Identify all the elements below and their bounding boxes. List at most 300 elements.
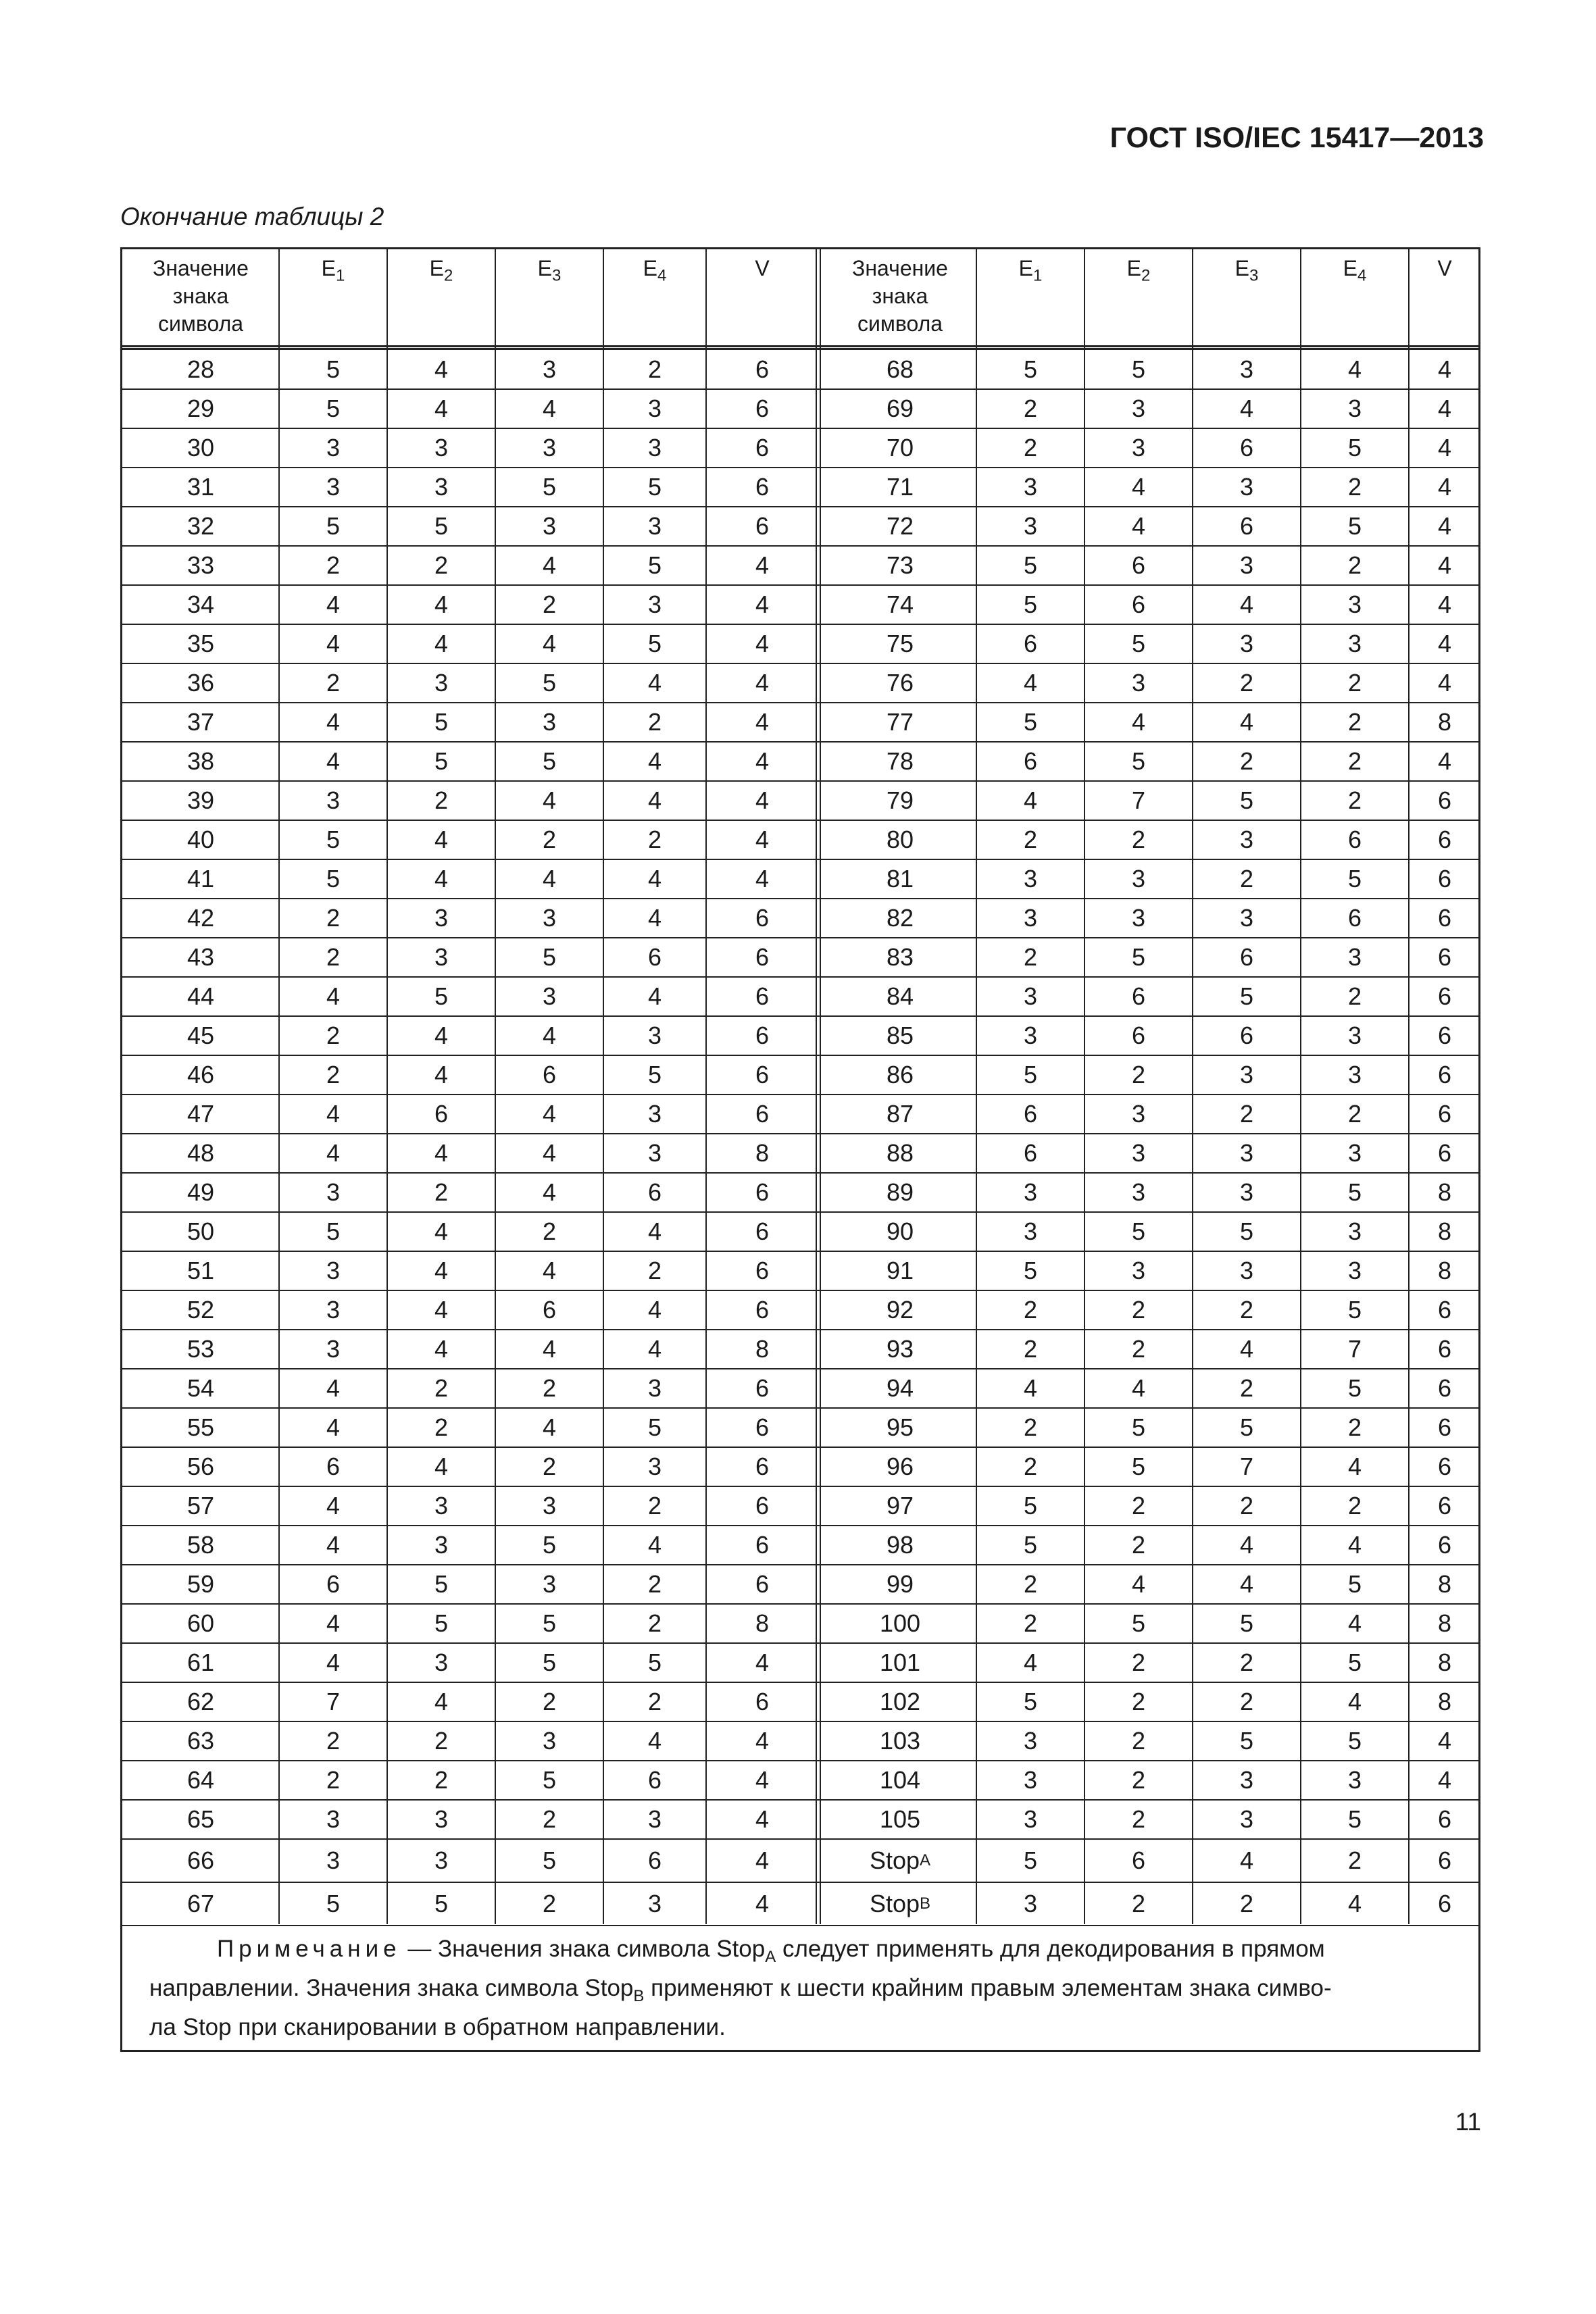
table-row — [122, 1683, 1478, 1722]
column-divider — [705, 249, 707, 1924]
table-cell: 4 — [1437, 590, 1452, 618]
table-cell: 2 — [1131, 1890, 1146, 1917]
table-cell: 2 — [1131, 1061, 1146, 1088]
table-cell: 6 — [755, 434, 770, 461]
table-cell: 6 — [1437, 1335, 1452, 1363]
table-cell: 4 — [755, 747, 770, 775]
table-cell: 2 — [542, 1453, 557, 1480]
table-cell: 3 — [1347, 1257, 1362, 1284]
symbol-value-cell: 34 — [186, 590, 215, 618]
table-cell: 5 — [542, 1609, 557, 1637]
table-row — [122, 1840, 1478, 1883]
header-e4: $E_4$ — [1343, 256, 1367, 285]
symbol-value-cell: 33 — [186, 551, 215, 579]
table-cell: 6 — [1437, 1374, 1452, 1402]
table-cell: 5 — [1023, 1257, 1038, 1284]
table-cell: 5 — [647, 1413, 662, 1441]
table-cell: 3 — [1131, 1257, 1146, 1284]
table-cell: 2 — [1239, 669, 1254, 697]
table-cell: 4 — [434, 1257, 449, 1284]
table-cell: 5 — [1239, 1727, 1254, 1755]
symbol-value-cell: 28 — [186, 355, 215, 383]
table-cell: 3 — [1347, 590, 1362, 618]
table-cell: 6 — [755, 1492, 770, 1519]
table-cell: 4 — [326, 1374, 341, 1402]
column-divider — [1408, 249, 1410, 1924]
table-cell: 3 — [1023, 473, 1038, 501]
table-cell: 3 — [1023, 1805, 1038, 1833]
table-cell: 3 — [1239, 630, 1254, 657]
table-row — [122, 938, 1478, 978]
table-cell: 4 — [326, 747, 341, 775]
table-cell: 4 — [1437, 630, 1452, 657]
table-cell: 3 — [647, 512, 662, 540]
table-cell: 4 — [542, 786, 557, 814]
table-cell: 3 — [1023, 512, 1038, 540]
table-row — [122, 1761, 1478, 1801]
table-cell: 4 — [1437, 551, 1452, 579]
header-e1: $E_1$ — [1018, 256, 1043, 285]
table-cell: 2 — [1239, 747, 1254, 775]
table-cell: 3 — [434, 904, 449, 932]
table-cell: 4 — [434, 1453, 449, 1480]
table-caption: Окончание таблицы 2 — [120, 203, 384, 230]
table-cell: 6 — [647, 943, 662, 971]
table-row — [122, 1369, 1478, 1409]
table-cell: 3 — [647, 395, 662, 422]
table-cell: 8 — [755, 1139, 770, 1167]
symbol-value-cell: 63 — [186, 1727, 215, 1755]
table-cell: 3 — [1023, 982, 1038, 1010]
table-cell: 3 — [1347, 395, 1362, 422]
table-row — [122, 1409, 1478, 1448]
symbol-value-cell: 31 — [186, 473, 215, 501]
header-symbol-value: Значение знака символа — [153, 256, 249, 336]
table-cell: 8 — [1437, 1609, 1452, 1637]
table-cell: 2 — [1347, 786, 1362, 814]
note-line-2a: направлении. Значения знака символа Stop — [149, 1975, 634, 2001]
table-cell: 5 — [1023, 1531, 1038, 1559]
table-cell: 6 — [1131, 982, 1146, 1010]
table-cell: 4 — [434, 1061, 449, 1088]
table-cell: 4 — [542, 1100, 557, 1128]
table-header — [122, 249, 1478, 347]
table-cell: 2 — [1347, 473, 1362, 501]
note-line-3: ла Stop при сканировании в обратном направлении. — [149, 2014, 726, 2040]
table-cell: 8 — [1437, 1257, 1452, 1284]
table-cell: 8 — [1437, 1649, 1452, 1676]
table-cell: 4 — [434, 826, 449, 853]
table-cell: 3 — [647, 1374, 662, 1402]
table-cell: 3 — [1131, 865, 1146, 892]
table-cell: 5 — [434, 747, 449, 775]
table-cell: 2 — [1347, 982, 1362, 1010]
symbol-value-cell: 74 — [886, 590, 914, 618]
table-cell: 3 — [1239, 1139, 1254, 1167]
table-cell: 3 — [647, 1890, 662, 1917]
symbol-value-cell: 59 — [186, 1570, 215, 1598]
table-cell: 2 — [1131, 1766, 1146, 1794]
symbol-value-cell: 52 — [186, 1296, 215, 1324]
table-cell: 5 — [434, 1570, 449, 1598]
header-e3: $E_3$ — [537, 256, 562, 285]
symbol-value-cell: 84 — [886, 982, 914, 1010]
header-v: V — [1437, 256, 1452, 280]
table-cell: 4 — [434, 1022, 449, 1049]
table-cell: 5 — [1239, 982, 1254, 1010]
symbol-value-cell: 104 — [879, 1766, 921, 1794]
table-cell: 2 — [1239, 1296, 1254, 1324]
table-cell: 5 — [1131, 1453, 1146, 1480]
table-cell: 4 — [755, 630, 770, 657]
table-cell: 4 — [1437, 747, 1452, 775]
table-cell: 4 — [326, 1649, 341, 1676]
table-cell: 4 — [1437, 473, 1452, 501]
table-cell: 6 — [1131, 1846, 1146, 1874]
table-cell: 4 — [1239, 1335, 1254, 1363]
table-cell: 2 — [1023, 1570, 1038, 1598]
table-cell: 3 — [326, 1805, 341, 1833]
symbol-value-cell: 45 — [186, 1022, 215, 1049]
symbol-value-cell: Stop A — [869, 1846, 931, 1874]
table-cell: 2 — [326, 1766, 341, 1794]
table-cell: 6 — [755, 1061, 770, 1088]
table-cell: 6 — [1239, 434, 1254, 461]
symbol-value-cell: 103 — [879, 1727, 921, 1755]
table-cell: 3 — [647, 1139, 662, 1167]
symbol-value-cell: 58 — [186, 1531, 215, 1559]
table-row — [122, 664, 1478, 703]
table-cell: 4 — [326, 1609, 341, 1637]
table-cell: 3 — [434, 1531, 449, 1559]
table-cell: 3 — [1023, 904, 1038, 932]
table-cell: 4 — [542, 1022, 557, 1049]
symbol-value-cell: 68 — [886, 355, 914, 383]
table-cell: 5 — [1023, 590, 1038, 618]
table-cell: 3 — [542, 355, 557, 383]
table-cell: 3 — [647, 590, 662, 618]
table-cell: 4 — [647, 786, 662, 814]
table-cell: 3 — [1347, 1061, 1362, 1088]
table-cell: 4 — [542, 1257, 557, 1284]
symbol-value-cell: 98 — [886, 1531, 914, 1559]
symbol-value-cell: Stop B — [869, 1890, 931, 1917]
symbol-value-cell: 102 — [879, 1688, 921, 1715]
table-cell: 6 — [1437, 943, 1452, 971]
table-cell: 2 — [434, 551, 449, 579]
symbol-value-cell: 92 — [886, 1296, 914, 1324]
table-cell: 4 — [1239, 590, 1254, 618]
table-cell: 2 — [1131, 1727, 1146, 1755]
note-dash: — — [401, 1936, 439, 1962]
table-cell: 8 — [1437, 1688, 1452, 1715]
symbol-value-cell: 90 — [886, 1217, 914, 1245]
table-cell: 3 — [1131, 1178, 1146, 1206]
table-cell: 4 — [1131, 1570, 1146, 1598]
table-cell: 4 — [647, 669, 662, 697]
symbol-value-cell: 37 — [186, 708, 215, 736]
table-cell: 4 — [755, 590, 770, 618]
table-cell: 5 — [326, 395, 341, 422]
symbol-value-cell: 94 — [886, 1374, 914, 1402]
table-cell: 5 — [434, 982, 449, 1010]
table-cell: 2 — [326, 943, 341, 971]
table-cell: 6 — [755, 1531, 770, 1559]
table-row — [122, 1330, 1478, 1369]
table-cell: 6 — [1437, 1492, 1452, 1519]
table-cell: 6 — [755, 473, 770, 501]
table-cell: 6 — [1437, 1890, 1452, 1917]
table-cell: 3 — [1131, 434, 1146, 461]
table-row — [122, 1565, 1478, 1605]
table-cell: 4 — [1347, 1453, 1362, 1480]
table-cell: 3 — [1347, 943, 1362, 971]
table-cell: 2 — [542, 1374, 557, 1402]
symbol-value-cell: 66 — [186, 1846, 215, 1874]
table-cell: 5 — [1239, 1609, 1254, 1637]
table-cell: 4 — [755, 786, 770, 814]
table-cell: 4 — [755, 1890, 770, 1917]
table-cell: 8 — [1437, 1570, 1452, 1598]
table-cell: 4 — [647, 1335, 662, 1363]
table-cell: 4 — [434, 1139, 449, 1167]
symbol-value-cell: 60 — [186, 1609, 215, 1637]
table-cell: 2 — [647, 1688, 662, 1715]
table-row — [122, 1526, 1478, 1565]
table-cell: 2 — [1131, 1805, 1146, 1833]
symbol-value-cell: 41 — [186, 865, 215, 892]
table-cell: 5 — [542, 1846, 557, 1874]
table-cell: 6 — [1347, 826, 1362, 853]
table-cell: 6 — [326, 1570, 341, 1598]
table-cell: 3 — [647, 1453, 662, 1480]
table-cell: 5 — [1131, 355, 1146, 383]
symbol-value-cell: 49 — [186, 1178, 215, 1206]
table-cell: 6 — [542, 1061, 557, 1088]
table-cell: 3 — [647, 1805, 662, 1833]
table-cell: 5 — [1131, 747, 1146, 775]
table-cell: 2 — [1023, 1609, 1038, 1637]
symbol-value-cell: 91 — [886, 1257, 914, 1284]
table-cell: 2 — [647, 708, 662, 736]
table-cell: 2 — [1239, 1688, 1254, 1715]
table-cell: 3 — [434, 434, 449, 461]
table-cell: 5 — [1347, 1727, 1362, 1755]
table-cell: 3 — [326, 473, 341, 501]
table-row — [122, 1883, 1478, 1926]
table-cell: 4 — [1437, 395, 1452, 422]
table-cell: 2 — [1239, 1492, 1254, 1519]
table-cell: 2 — [434, 786, 449, 814]
table-cell: 3 — [1239, 1805, 1254, 1833]
page-number: 11 — [1455, 2108, 1481, 2136]
symbol-value-cell: 47 — [186, 1100, 215, 1128]
table-cell: 4 — [1023, 669, 1038, 697]
symbol-value-cell: 62 — [186, 1688, 215, 1715]
table-cell: 2 — [326, 1022, 341, 1049]
table-cell: 7 — [1239, 1453, 1254, 1480]
symbol-value-cell: 96 — [886, 1453, 914, 1480]
table-cell: 6 — [755, 904, 770, 932]
table-cell: 2 — [647, 1257, 662, 1284]
table-cell: 2 — [542, 826, 557, 853]
table-row — [122, 351, 1478, 390]
table-cell: 4 — [647, 904, 662, 932]
table-cell: 5 — [434, 1609, 449, 1637]
symbol-value-cell: 56 — [186, 1453, 215, 1480]
table-cell: 6 — [1239, 512, 1254, 540]
symbol-value-cell: 32 — [186, 512, 215, 540]
table-cell: 3 — [1347, 630, 1362, 657]
header-v: V — [755, 256, 770, 280]
table-cell: 4 — [1437, 1766, 1452, 1794]
table-cell: 5 — [326, 865, 341, 892]
table-cell: 6 — [755, 395, 770, 422]
symbol-value-cell: 61 — [186, 1649, 215, 1676]
symbol-value-cell: 70 — [886, 434, 914, 461]
column-divider — [1084, 249, 1085, 1924]
symbol-value-cell: 65 — [186, 1805, 215, 1833]
table-cell: 2 — [1347, 1846, 1362, 1874]
table-cell: 2 — [1239, 1100, 1254, 1128]
table-cell: 6 — [1437, 1022, 1452, 1049]
table-cell: 5 — [647, 1061, 662, 1088]
column-divider — [278, 249, 280, 1924]
table-cell: 4 — [434, 865, 449, 892]
table-cell: 5 — [434, 512, 449, 540]
table-cell: 2 — [1023, 826, 1038, 853]
note-text-2: следует применять для декодирования в прямом — [776, 1936, 1325, 1962]
table-row — [122, 1291, 1478, 1330]
table-cell: 4 — [326, 1139, 341, 1167]
table-cell: 2 — [647, 1609, 662, 1637]
symbol-value-cell: 87 — [886, 1100, 914, 1128]
table-cell: 6 — [755, 1453, 770, 1480]
table-row — [122, 743, 1478, 782]
table-cell: 3 — [1023, 1217, 1038, 1245]
table-cell: 4 — [542, 395, 557, 422]
table-cell: 4 — [326, 708, 341, 736]
symbol-value-cell: 105 — [879, 1805, 921, 1833]
table-cell: 3 — [434, 1805, 449, 1833]
table-cell: 2 — [1347, 1413, 1362, 1441]
symbol-value-cell: 97 — [886, 1492, 914, 1519]
symbol-value-cell: 42 — [186, 904, 215, 932]
table-cell: 5 — [1131, 943, 1146, 971]
table-cell: 6 — [755, 1100, 770, 1128]
table-cell: 5 — [647, 630, 662, 657]
table-cell: 2 — [1239, 1374, 1254, 1402]
header-e4: $E_4$ — [643, 256, 667, 285]
table-cell: 6 — [1131, 1022, 1146, 1049]
table-cell: 3 — [542, 1492, 557, 1519]
table-cell: 3 — [1239, 826, 1254, 853]
symbol-value-cell: 50 — [186, 1217, 215, 1245]
table-cell: 4 — [326, 1413, 341, 1441]
table-row — [122, 468, 1478, 507]
table-cell: 4 — [1347, 1688, 1362, 1715]
table-cell: 6 — [1131, 590, 1146, 618]
table-cell: 4 — [1131, 1374, 1146, 1402]
symbol-value-cell: 78 — [886, 747, 914, 775]
table-cell: 6 — [1437, 1846, 1452, 1874]
table-cell: 4 — [326, 630, 341, 657]
table-cell: 8 — [755, 1609, 770, 1637]
table-cell: 4 — [1437, 434, 1452, 461]
table-cell: 3 — [1347, 1022, 1362, 1049]
table-cell: 4 — [755, 1766, 770, 1794]
table-cell: 4 — [434, 1217, 449, 1245]
table-cell: 4 — [1239, 1531, 1254, 1559]
table-row — [122, 1134, 1478, 1174]
table-row — [122, 1252, 1478, 1291]
table-row — [122, 1722, 1478, 1761]
table-cell: 3 — [1131, 669, 1146, 697]
symbol-value-cell: 85 — [886, 1022, 914, 1049]
table-cell: 3 — [542, 708, 557, 736]
table-cell: 3 — [1347, 1766, 1362, 1794]
table-cell: 5 — [542, 747, 557, 775]
table-cell: 6 — [647, 1178, 662, 1206]
table-cell: 5 — [1347, 1649, 1362, 1676]
table-cell: 2 — [434, 1766, 449, 1794]
table-cell: 3 — [326, 1178, 341, 1206]
table-row — [122, 625, 1478, 664]
table-cell: 3 — [1239, 355, 1254, 383]
table-cell: 2 — [434, 1374, 449, 1402]
header-gap — [122, 345, 1478, 350]
table-cell: 2 — [647, 1570, 662, 1598]
table-cell: 4 — [1437, 669, 1452, 697]
table-cell: 5 — [1347, 1805, 1362, 1833]
table-row — [122, 547, 1478, 586]
table-cell: 2 — [1347, 551, 1362, 579]
symbol-value-cell: 86 — [886, 1061, 914, 1088]
table-row — [122, 507, 1478, 547]
table-cell: 4 — [647, 747, 662, 775]
symbol-value-cell: 71 — [886, 473, 914, 501]
table-cell: 3 — [542, 904, 557, 932]
column-divider — [495, 249, 496, 1924]
table-cell: 2 — [1131, 1335, 1146, 1363]
table-cell: 2 — [434, 1178, 449, 1206]
symbol-value-cell: 75 — [886, 630, 914, 657]
table-cell: 5 — [647, 551, 662, 579]
table-cell: 5 — [1347, 512, 1362, 540]
table-cell: 2 — [542, 1890, 557, 1917]
table-cell: 4 — [326, 1531, 341, 1559]
table-cell: 5 — [1347, 1570, 1362, 1598]
table-cell: 5 — [1023, 1846, 1038, 1874]
table-cell: 6 — [1239, 943, 1254, 971]
table-cell: 3 — [647, 1100, 662, 1128]
table-cell: 6 — [1023, 747, 1038, 775]
table-cell: 5 — [1023, 1688, 1038, 1715]
table-cell: 2 — [326, 1727, 341, 1755]
table-cell: 2 — [1023, 1453, 1038, 1480]
table-cell: 2 — [434, 1413, 449, 1441]
table-cell: 4 — [647, 1217, 662, 1245]
table-cell: 3 — [1239, 551, 1254, 579]
table-cell: 3 — [1023, 1766, 1038, 1794]
table-cell: 5 — [326, 512, 341, 540]
symbol-value-cell: 89 — [886, 1178, 914, 1206]
table-cell: 3 — [542, 982, 557, 1010]
table-cell: 6 — [755, 943, 770, 971]
table-cell: 3 — [1239, 473, 1254, 501]
table-cell: 6 — [1437, 1139, 1452, 1167]
table-cell: 3 — [1347, 1139, 1362, 1167]
